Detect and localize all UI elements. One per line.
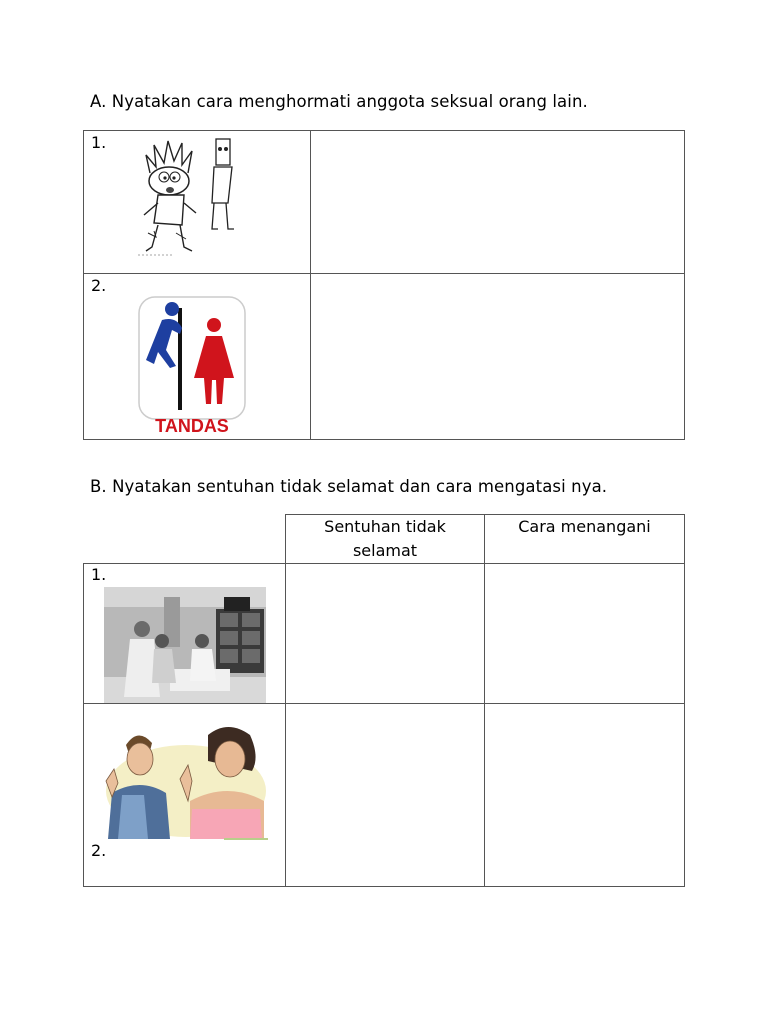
unsafe-touch-answer-cell[interactable] bbox=[286, 704, 485, 887]
couple-illustration bbox=[104, 721, 268, 841]
handling-answer-cell[interactable] bbox=[485, 564, 685, 704]
col-header-handling: Cara menangani bbox=[485, 515, 685, 564]
image-cell bbox=[84, 274, 311, 440]
image-cell bbox=[84, 564, 286, 704]
empty-header-cell bbox=[84, 515, 286, 564]
table-row bbox=[84, 274, 685, 440]
cartoon-boys-illustration bbox=[136, 133, 240, 261]
image-cell bbox=[84, 131, 311, 274]
col-header-unsafe-touch: Sentuhan tidak selamat bbox=[286, 515, 485, 564]
row-number: 1. bbox=[91, 133, 107, 152]
table-row bbox=[84, 564, 685, 704]
row-number: 2. bbox=[91, 276, 107, 295]
section-b-heading: B. Nyatakan sentuhan tidak selamat dan cara mengatasi nya. bbox=[90, 477, 608, 496]
handling-answer-cell[interactable] bbox=[485, 704, 685, 887]
sign-label: TANDAS bbox=[155, 416, 229, 436]
table-row bbox=[84, 131, 685, 274]
row-number: 2. bbox=[91, 841, 107, 860]
answer-cell[interactable] bbox=[311, 274, 685, 440]
image-cell bbox=[84, 704, 286, 887]
section-b-table bbox=[83, 514, 685, 887]
table-header-row bbox=[84, 515, 685, 564]
row-number: 1. bbox=[91, 565, 107, 584]
answer-cell[interactable] bbox=[311, 131, 685, 274]
table-row bbox=[84, 704, 685, 887]
section-a-table bbox=[83, 130, 685, 440]
toilet-sign-illustration bbox=[136, 294, 248, 436]
section-a-heading: A. Nyatakan cara menghormati anggota seksual orang lain. bbox=[90, 92, 588, 111]
unsafe-touch-answer-cell[interactable] bbox=[286, 564, 485, 704]
clinic-photo bbox=[104, 587, 266, 703]
